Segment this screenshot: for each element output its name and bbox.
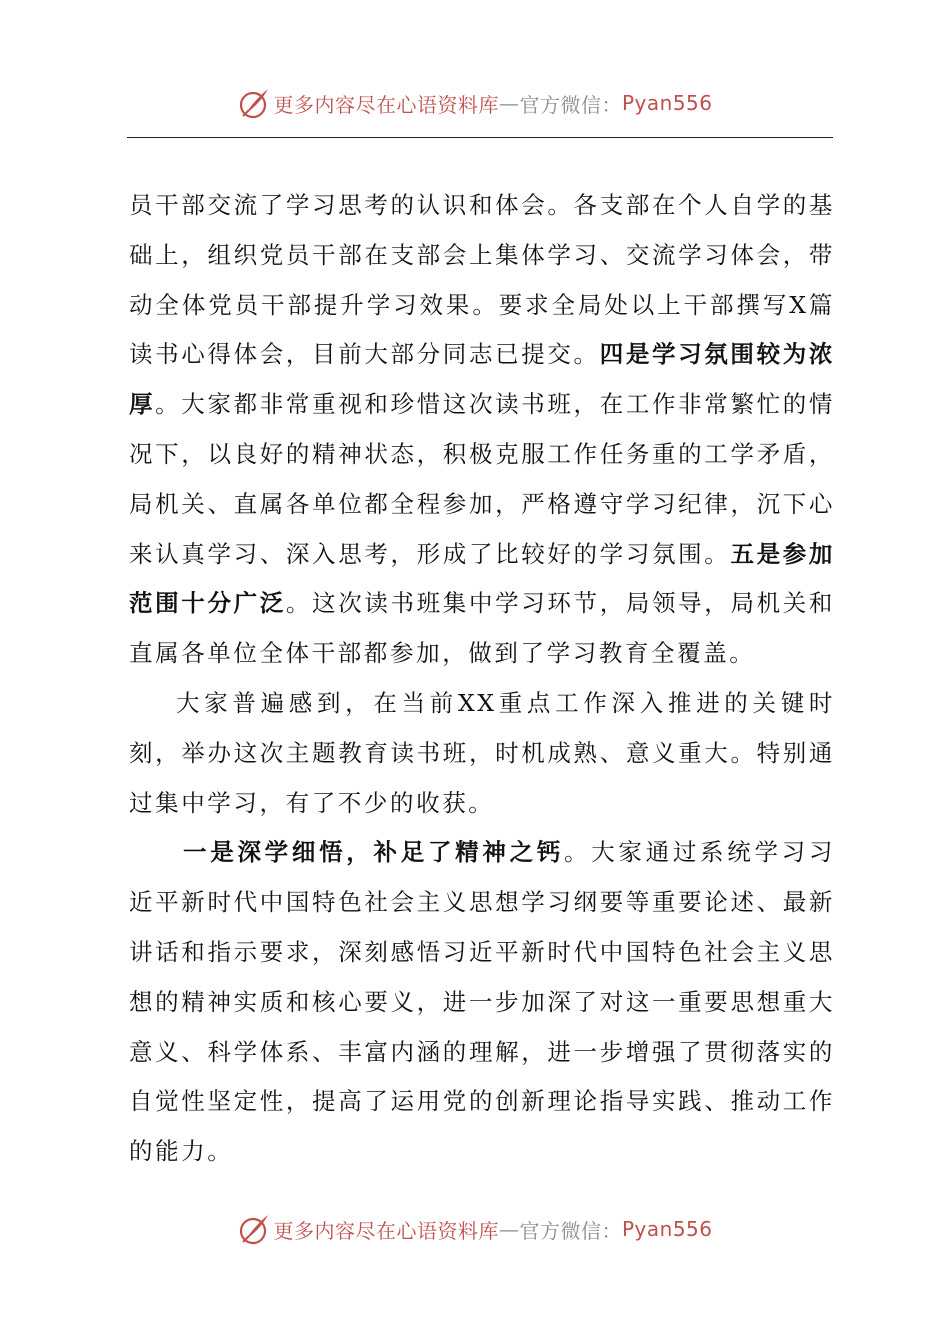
quill-logo-icon — [237, 1212, 271, 1246]
watermark-wechat-id: Pyan556 — [621, 91, 713, 115]
p3-text-1: 。大家通过系统学习习近平新时代中国特色社会主义思想学习纲要等重要论述、最新讲话和指示要求，深刻感悟习近平新时代中国特色社会主义思想的精神实质和核心要义，进一步加深了对这一重要思想重大意义、科学体系、丰富内涵的理解，进一步增强了贯彻落实的自觉性坚定性，提高了运用党的创新理论指导实践、推动工作的能力。 — [129, 838, 835, 1166]
paragraph-1 — [129, 181, 835, 679]
watermark-dash: — — [498, 1217, 520, 1241]
footer-watermark — [0, 1209, 950, 1249]
paragraph-3 — [129, 828, 835, 1177]
paragraph-2: 大家普遍感到，在当前XX重点工作深入推进的关键时刻，举办这次主题教育读书班，时机成熟、意义重大。特别通过集中学习，有了不少的收获。 — [129, 688, 835, 817]
document-body — [129, 181, 835, 1177]
watermark-official-label: 官方微信： — [519, 1218, 622, 1243]
quill-logo-icon — [237, 86, 271, 120]
watermark-dash: — — [498, 91, 520, 115]
watermark-wechat-id: Pyan556 — [621, 1217, 713, 1241]
watermark-main-text: 更多内容尽在心语资料库 — [273, 92, 499, 117]
header-watermark — [0, 83, 950, 123]
p1-bold-1: 四是学习氛围较为浓厚 — [129, 340, 835, 419]
p1-bold-2: 五是参加范围十分广泛 — [129, 539, 835, 618]
p1-text-3: 。这次读书班集中学习环节，局领导，局机关和直属各单位全体干部都参加，做到了学习教育全覆盖。 — [129, 589, 835, 668]
p1-text-2: 。大家都非常重视和珍惜这次读书班，在工作非常繁忙的情况下，以良好的精神状态，积极克服工作任务重的工学矛盾，局机关、直属各单位都全程参加，严格遵守学习纪律，沉下心来认真学习、深入思考，形成了比较好的学习氛围。 — [129, 390, 835, 568]
watermark-main-text: 更多内容尽在心语资料库 — [273, 1218, 499, 1243]
header-rule — [127, 137, 833, 138]
p1-text-1: 员干部交流了学习思考的认识和体会。各支部在个人自学的基础上，组织党员干部在支部会上集体学习、交流学习体会，带动全体党员干部提升学习效果。要求全局处以上干部撰写X篇读书心得体会，目前大部分同志已提交。 — [129, 191, 835, 369]
p3-bold-1: 一是深学细悟，补足了精神之钙 — [183, 838, 564, 867]
watermark-official-label: 官方微信： — [519, 92, 622, 117]
